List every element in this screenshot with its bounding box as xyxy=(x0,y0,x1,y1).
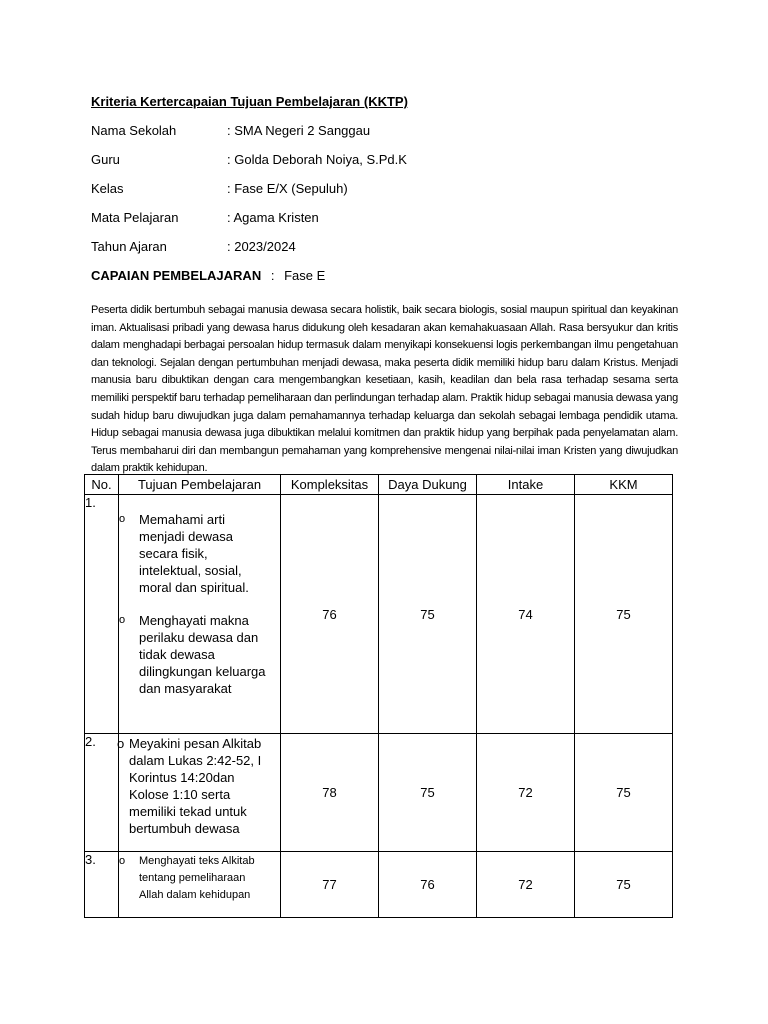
daya-dukung-value: 75 xyxy=(379,734,477,852)
info-value: : 2023/2024 xyxy=(227,239,296,254)
intake-value: 74 xyxy=(477,495,575,734)
table-row xyxy=(85,734,673,852)
goal-text: Memahami arti menjadi dewasa secara fisik, intelektual, sosial, moral dan spiritual. xyxy=(139,512,249,595)
info-row-class xyxy=(91,181,348,196)
table-header-row xyxy=(85,475,673,495)
header-no: No. xyxy=(85,475,119,495)
info-value: : Golda Deborah Noiya, S.Pd.K xyxy=(227,152,407,167)
info-value: : Fase E/X (Sepuluh) xyxy=(227,181,348,196)
goal-cell xyxy=(119,734,281,852)
document-title: Kriteria Kertercapaian Tujuan Pembelajaran (KKTP) xyxy=(91,94,408,109)
capaian-paragraph: Peserta didik bertumbuh sebagai manusia dewasa secara holistik, baik secara biologis, sosial maupun spiritual dan keyakinan iman. Aktualisasi pribadi yang dewasa harus didukung oleh kesadaran akan kemahakuasaan Allah. Rasa bersyukur dan kritis dalam menghadapi berbagai persoalan hidup termasuk dalam menyikapi konsekuensi logis perkembangan ilmu pengetahuan dan teknologi. Sejalan dengan pertumbuhan menjadi dewasa, maka peserta didik memiliki hidup baru dalam Kristus. Menjadi manusia baru dibuktikan dengan cara mengembangkan kesetiaan, kasih, keadilan dan bela rasa terhadap sesama serta memiliki perspektif baru terhadap pemeliharaan dan perlindungan terhadap alam. Praktik hidup sebagai manusia dewasa yang sudah hidup baru diwujudkan juga dalam pemahamannya terhadap keluarga dan sekolah sebagai lembaga pendidik utama. Hidup sebagai manusia dewasa juga dibuktikan melalui komitmen dan praktik hidup yang berpihak pada penyelamatan alam. Terus membaharui diri dan membangun pemahaman yang komprehensive mengenai nilai-nilai iman Kristen yang diwujudkan dalam praktik kehidupan. xyxy=(91,304,678,475)
kkm-value: 75 xyxy=(575,495,673,734)
goal-item xyxy=(119,612,280,697)
goal-text: Menghayati makna perilaku dewasa dan tidak dewasa dilingkungan keluarga dan masyarakat xyxy=(139,613,266,696)
capaian-value: Fase E xyxy=(284,268,326,283)
header-kompleksitas: Kompleksitas xyxy=(281,475,379,495)
capaian-label: CAPAIAN PEMBELAJARAN xyxy=(91,268,262,283)
info-label: Nama Sekolah xyxy=(91,123,177,138)
info-value: : Agama Kristen xyxy=(227,210,319,225)
header-intake: Intake xyxy=(477,475,575,495)
kompleksitas-value: 77 xyxy=(281,852,379,918)
header-daya-dukung: Daya Dukung xyxy=(379,475,477,495)
table-row xyxy=(85,495,673,734)
daya-dukung-value: 75 xyxy=(379,495,477,734)
row-number: 3. xyxy=(85,852,119,918)
info-row-year xyxy=(91,239,296,254)
table-row xyxy=(85,852,673,918)
info-row-subject xyxy=(91,210,319,225)
info-row-teacher xyxy=(91,152,407,167)
header-kkm: KKM xyxy=(575,475,673,495)
row-number: 1. xyxy=(85,495,119,734)
info-label: Mata Pelajaran xyxy=(91,210,179,225)
goal-cell xyxy=(119,852,281,918)
info-label: Tahun Ajaran xyxy=(91,239,167,254)
info-label: Kelas xyxy=(91,181,124,196)
info-label: Guru xyxy=(91,152,120,167)
bullet-icon: o xyxy=(117,736,125,751)
intake-value: 72 xyxy=(477,852,575,918)
bullet-icon: o xyxy=(119,513,126,525)
intake-value: 72 xyxy=(477,734,575,852)
info-row-school xyxy=(91,123,370,138)
kktp-table xyxy=(84,474,673,918)
bullet-icon: o xyxy=(119,614,126,626)
goal-text: Meyakini pesan Alkitab dalam Lukas 2:42-52, I Korintus 14:20dan Kolose 1:10 serta memiliki tekad untuk bertumbuh dewasa xyxy=(129,736,262,836)
kompleksitas-value: 76 xyxy=(281,495,379,734)
kompleksitas-value: 78 xyxy=(281,734,379,852)
kkm-value: 75 xyxy=(575,734,673,852)
goal-text: Menghayati teks Alkitab tentang pemeliharaan Allah dalam kehidupan xyxy=(139,855,255,901)
info-value: : SMA Negeri 2 Sanggau xyxy=(227,123,371,138)
goal-item xyxy=(119,511,280,596)
goal-item xyxy=(119,853,280,904)
daya-dukung-value: 76 xyxy=(379,852,477,918)
capaian-separator: : xyxy=(270,268,275,283)
header-tujuan: Tujuan Pembelajaran xyxy=(119,475,281,495)
goal-cell xyxy=(119,495,281,734)
bullet-icon: o xyxy=(119,855,126,867)
kkm-value: 75 xyxy=(575,852,673,918)
goal-item xyxy=(119,735,280,837)
capaian-row xyxy=(91,268,325,283)
row-number: 2. xyxy=(85,734,119,852)
